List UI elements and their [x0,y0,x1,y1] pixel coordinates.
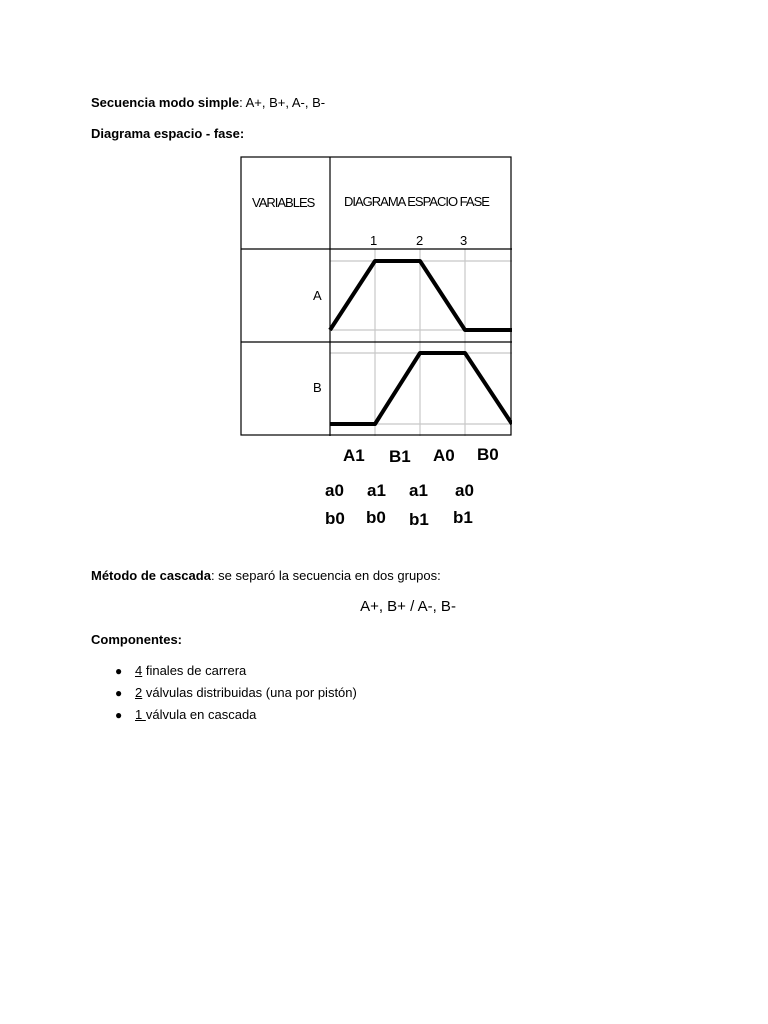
header-variables: VARIABLES [252,195,315,210]
sequence-value: : A+, B+, A-, B- [239,95,326,110]
component-text: válvulas distribuidas (una por pistón) [142,685,357,700]
phase-label-b1: B1 [389,447,411,466]
cascade-line [91,568,441,583]
phase-label-b0: B0 [477,445,499,464]
components-list [91,660,357,726]
diagram-label: Diagrama espacio - fase: [91,126,245,141]
cascade-groups: A+, B+ / A-, B- [360,598,456,615]
phase-label-a0: A0 [433,446,455,465]
bullet-icon: ● [115,686,123,700]
list-item [91,660,357,682]
sensor-row2-3: b1 [409,510,429,529]
bullet-icon: ● [115,708,123,722]
sensor-row1-2: a1 [367,481,386,500]
phase-label-a1: A1 [343,446,365,465]
sensor-row1-3: a1 [409,481,428,500]
component-qty: 1 [135,707,146,722]
sensor-row1-4: a0 [455,481,474,500]
list-item [91,682,357,704]
profile-line-b [330,353,512,424]
component-text: válvula en cascada [145,707,257,722]
sensor-row2-4: b1 [453,508,473,527]
profile-line-a [330,261,512,330]
space-phase-diagram [240,156,512,436]
components-title: Componentes: [91,632,182,647]
list-item [91,704,357,726]
step-number-3: 3 [460,233,468,248]
component-qty: 4 [135,663,143,678]
sequence-label: Secuencia modo simple [91,95,240,110]
cascade-text: : se separó la secuencia en dos grupos: [210,568,441,583]
cascade-label: Método de cascada [91,568,211,583]
sequence-line [91,95,325,110]
header-diagram: DIAGRAMA ESPACIO FASE [344,194,489,209]
component-qty: 2 [135,685,143,700]
component-text: finales de carrera [142,663,247,678]
bullet-icon: ● [115,664,123,678]
step-number-2: 2 [416,233,424,248]
variable-b-label: B [313,380,322,395]
sensor-row1-1: a0 [325,481,344,500]
sensor-row2-2: b0 [366,508,386,527]
step-number-1: 1 [370,233,378,248]
variable-a-label: A [313,288,322,303]
sensor-row2-1: b0 [325,509,345,528]
